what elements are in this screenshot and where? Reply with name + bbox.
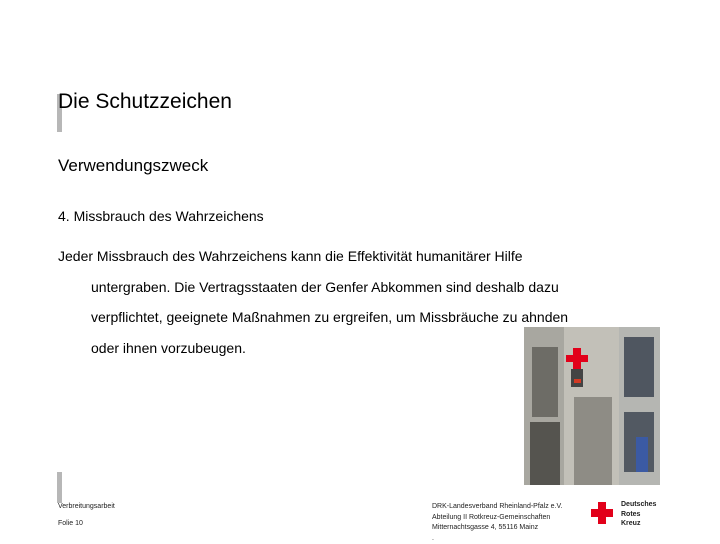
address-line: . bbox=[432, 534, 563, 544]
footer-accent-bar bbox=[57, 472, 62, 503]
body-line: Jeder Missbrauch des Wahrzeichens kann die Effektivität humanitärer Hilfe bbox=[58, 248, 523, 264]
red-cross-icon bbox=[591, 502, 613, 524]
slide-title: Die Schutzzeichen bbox=[58, 90, 232, 114]
footer-department: Verbreitungsarbeit bbox=[58, 503, 115, 510]
pharmacy-cross-photo bbox=[524, 327, 660, 485]
slide-subtitle: Verwendungszweck bbox=[58, 156, 208, 176]
footer-address bbox=[432, 502, 563, 544]
logo-line: Kreuz bbox=[621, 519, 656, 529]
logo-wordmark bbox=[621, 500, 656, 529]
section-heading: 4. Missbrauch des Wahrzeichens bbox=[58, 208, 264, 224]
footer-page-number: Folie 10 bbox=[58, 520, 83, 527]
address-line: DRK-Landesverband Rheinland-Pfalz e.V. bbox=[432, 502, 563, 513]
body-line: untergraben. Die Vertragsstaaten der Genfer Abkommen sind deshalb dazu bbox=[58, 272, 655, 303]
address-line: Abteilung II Rotkreuz-Gemeinschaften bbox=[432, 513, 563, 524]
address-line: Mitternachtsgasse 4, 55116 Mainz bbox=[432, 523, 563, 534]
logo-line: Rotes bbox=[621, 510, 656, 520]
body-line: verpflichtet, geeignete Maßnahmen zu ergreifen, um Missbräuche zu ahnden bbox=[58, 302, 655, 333]
logo-line: Deutsches bbox=[621, 500, 656, 510]
body-line: oder ihnen vorzubeugen. bbox=[58, 333, 655, 364]
